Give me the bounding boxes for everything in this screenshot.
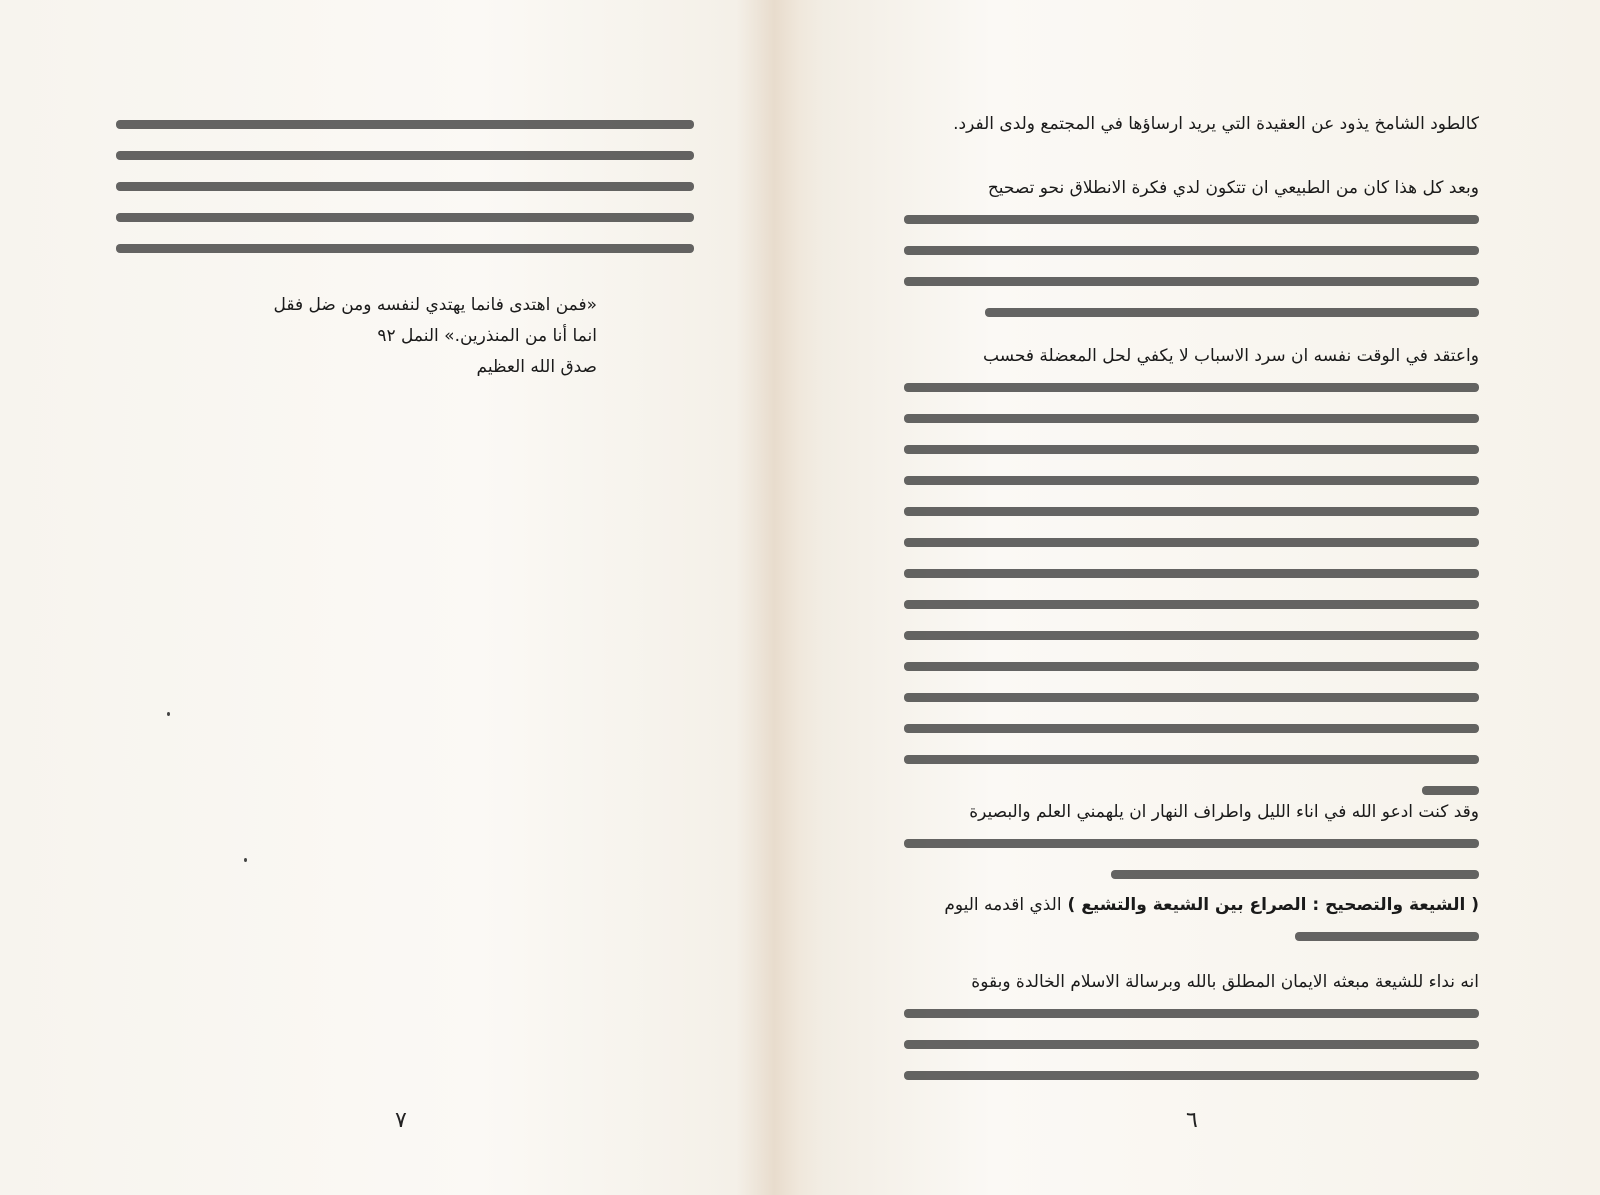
text-line <box>904 620 1479 651</box>
text-line <box>904 527 1479 558</box>
text-line <box>904 465 1479 496</box>
text-line <box>904 266 1479 297</box>
text-line <box>904 828 1479 859</box>
book-title: ( الشيعة والتصحيح : الصراع بين الشيعة والتشيع ) <box>1067 895 1479 915</box>
closing-prayer: صدق الله العظيم <box>476 357 597 377</box>
text-line <box>904 434 1479 465</box>
text-line <box>904 372 1479 403</box>
paragraph-4 <box>904 797 1479 952</box>
text-line <box>904 403 1479 434</box>
text-line <box>904 713 1479 744</box>
paragraph-5 <box>904 967 1479 1091</box>
paragraph-1 <box>904 109 1479 140</box>
text-line <box>904 1029 1479 1060</box>
quote-line: «فمن اهتدى فانما يهتدي لنفسه ومن ضل فقل <box>273 295 597 315</box>
text-line <box>904 235 1479 266</box>
paragraph-opening: وقد كنت ادعو الله في اناء الليل واطراف النهار ان يلهمني العلم والبصيرة <box>969 802 1479 822</box>
page-number: ٧ <box>395 1108 407 1133</box>
text-line <box>904 297 1479 328</box>
text-line <box>904 558 1479 589</box>
paragraph-2 <box>904 173 1479 328</box>
text-line <box>904 859 1479 890</box>
text-line <box>904 496 1479 527</box>
paragraph-opening: انه نداء للشيعة مبعثه الايمان المطلق بالله وبرسالة الاسلام الخالدة وبقوة <box>971 972 1479 992</box>
text-line <box>904 651 1479 682</box>
text-line <box>904 998 1479 1029</box>
text-line <box>904 204 1479 235</box>
text-line <box>904 682 1479 713</box>
paragraph-3 <box>904 341 1479 806</box>
paragraph-opening: واعتقد في الوقت نفسه ان سرد الاسباب لا يكفي لحل المعضلة فحسب <box>983 346 1479 366</box>
text-line <box>904 744 1479 775</box>
paragraph-opening: وبعد كل هذا كان من الطبيعي ان تتكون لدي فكرة الانطلاق نحو تصحيح <box>987 178 1479 198</box>
page-number: ٦ <box>1186 1108 1198 1133</box>
text-line: كالطود الشامخ يذود عن العقيدة التي يريد ارساؤها في المجتمع ولدى الفرد. <box>953 114 1479 134</box>
book-title-line <box>904 890 1479 921</box>
quote-line: انما أنا من المنذرين.» النمل ٩٢ <box>377 326 597 346</box>
text-line <box>904 589 1479 620</box>
text-line <box>904 921 1479 952</box>
book-title-suffix: الذي اقدمه اليوم <box>944 895 1062 915</box>
text-line <box>904 1060 1479 1091</box>
